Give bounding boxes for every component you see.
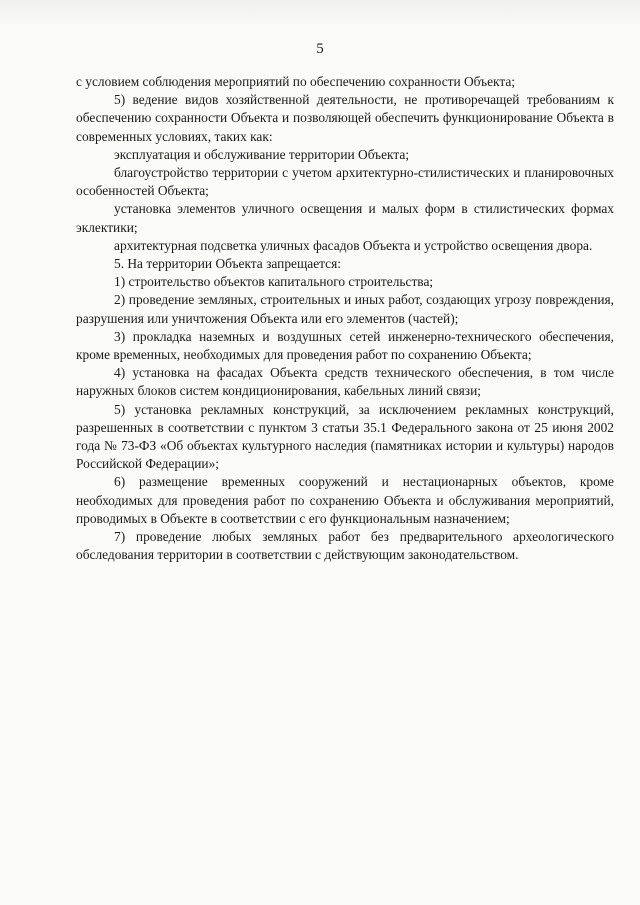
- prohibition-item-1: 1) строительство объектов капитального строительства;: [114, 274, 434, 290]
- section-heading: 5. На территории Объекта запрещается:: [114, 256, 341, 272]
- scan-edge-shadow: [0, 0, 640, 30]
- paragraph-subitem: архитектурная подсветка уличных фасадов Объекта и устройство освещения двора.: [114, 237, 593, 253]
- paragraph-subitem: благоустройство территории с учетом архитектурно-стилистических и планировочных особенностей Объекта;: [76, 165, 614, 199]
- prohibition-item-6: 6) размещение временных сооружений и нестационарных объектов, кроме необходимых для проведения работ по сохранению Объекта и обслуживания мероприятий, проводимых в Объекте в соответствии с его функциональным назначением;: [76, 474, 614, 526]
- paragraph-subitem: установка элементов уличного освещения и малых форм в стилистических формах эклектики;: [76, 201, 614, 235]
- page-number: 5: [316, 41, 324, 57]
- prohibition-item-5: 5) установка рекламных конструкций, за исключением рекламных конструкций, разрешенных в соответствии с пунктом 3 статьи 35.1 Федерального закона от 25 июня 2002 года № 73-ФЗ «Об объектах культурного наследия (памятниках истории и культуры) народов Российской Федерации»;: [76, 401, 614, 472]
- prohibition-item-2: 2) проведение земляных, строительных и иных работ, создающих угрозу повреждения, разрушения или уничтожения Объекта или его элементов (частей);: [76, 292, 614, 326]
- prohibition-item-7: 7) проведение любых земляных работ без предварительного археологического обследования территории в соответствии с действующим законодательством.: [76, 529, 614, 563]
- document-body: [76, 73, 614, 564]
- prohibition-item-4: 4) установка на фасадах Объекта средств технического обеспечения, в том числе наружных блоков систем кондиционирования, кабельных линий связи;: [76, 365, 614, 399]
- paragraph-subitem: эксплуатация и обслуживание территории Объекта;: [114, 146, 410, 162]
- paragraph-continuation: с условием соблюдения мероприятий по обеспечению сохранности Объекта;: [76, 74, 516, 89]
- paragraph-item-5: 5) ведение видов хозяйственной деятельности, не противоречащей требованиям к обеспечению сохранности Объекта и позволяющей обеспечить функционирование Объекта в современных условиях, таких как:: [76, 92, 614, 144]
- prohibition-item-3: 3) прокладка наземных и воздушных сетей инженерно-технического обеспечения, кроме временных, необходимых для проведения работ по сохранению Объекта;: [76, 328, 614, 363]
